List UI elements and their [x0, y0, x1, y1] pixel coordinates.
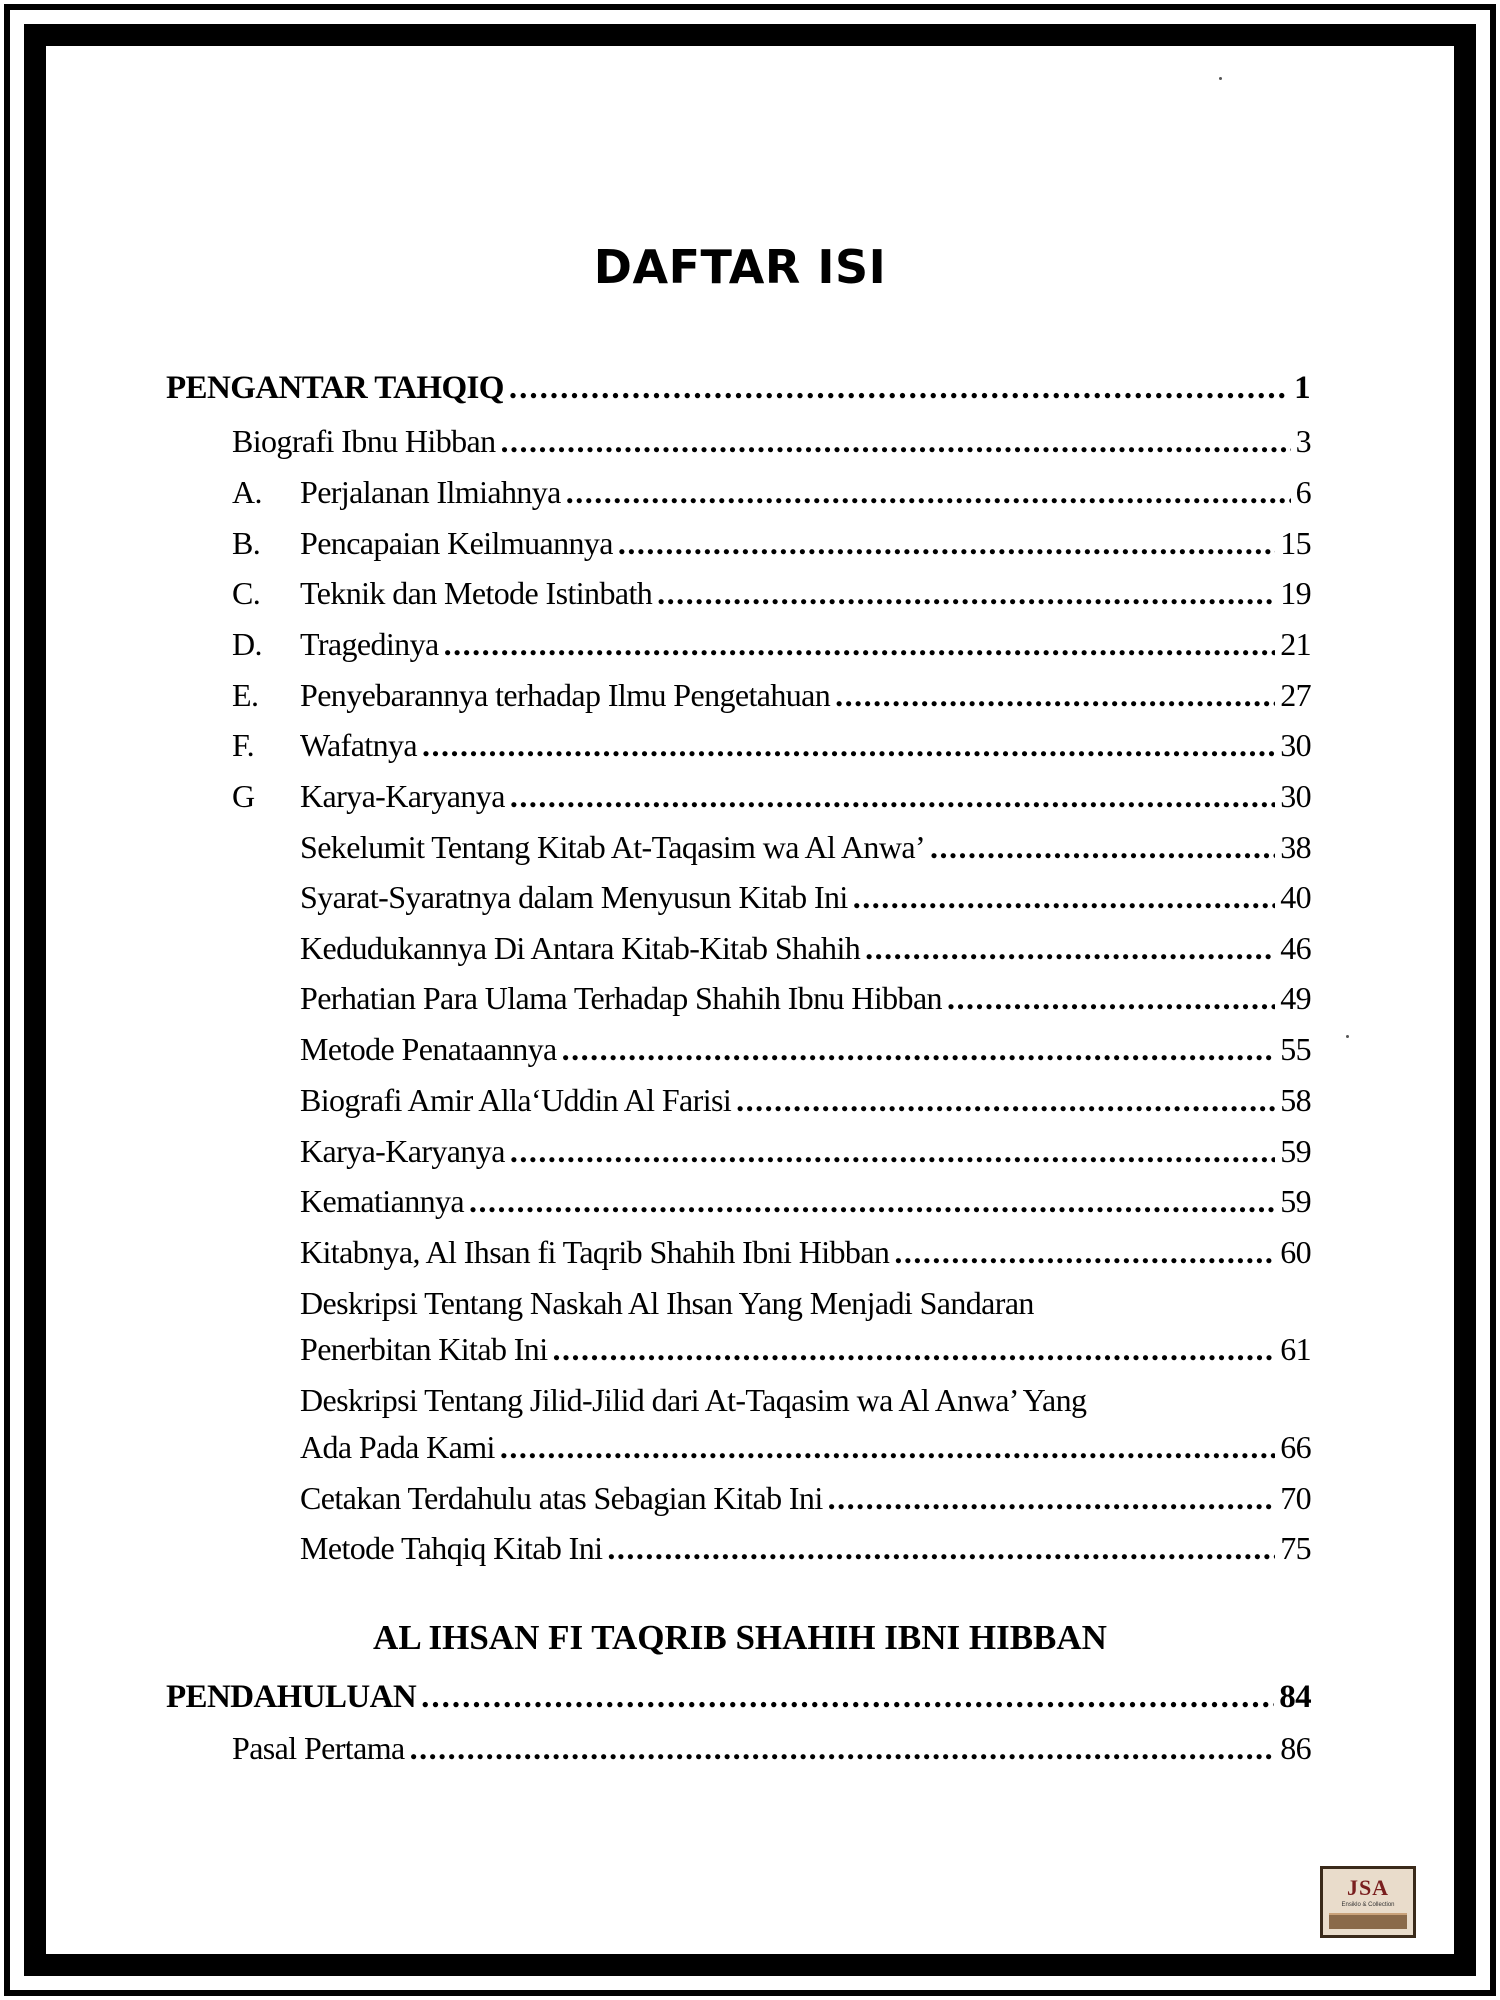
- toc-page-number: 75: [1280, 1530, 1311, 1566]
- toc-entry-text: Kematiannya: [300, 1183, 464, 1219]
- toc-entry-text: Karya-Karyanya: [300, 1133, 505, 1169]
- dot-leader: [562, 1029, 1276, 1069]
- toc-page-number: 46: [1280, 930, 1311, 966]
- dot-leader: [410, 1728, 1276, 1768]
- logo-bar: [1329, 1913, 1407, 1929]
- toc-entry-text: Teknik dan Metode Istinbath: [300, 575, 653, 611]
- publisher-logo: [1320, 1866, 1416, 1938]
- toc-entry-text: PENGANTAR TAHQIQ: [166, 370, 504, 406]
- toc-entry-a[interactable]: [232, 472, 1311, 512]
- dot-leader: [947, 978, 1275, 1018]
- toc-entry-g[interactable]: [232, 776, 1311, 816]
- toc-entry-biografi-amir[interactable]: [300, 1080, 1311, 1120]
- toc-page-number: 15: [1280, 525, 1311, 561]
- toc-entry-pasal-pertama[interactable]: [232, 1728, 1311, 1768]
- toc-entry-d[interactable]: [232, 624, 1311, 664]
- dot-leader: [510, 776, 1275, 816]
- toc-entry-text: Cetakan Terdahulu atas Sebagian Kitab Ini: [300, 1480, 823, 1516]
- toc-entry-text: Tragedinya: [300, 626, 439, 662]
- scan-speck: [1219, 77, 1222, 80]
- toc-entry-f[interactable]: [232, 725, 1311, 765]
- toc-page-number: 61: [1280, 1331, 1311, 1367]
- toc-entry-letter: B.: [232, 525, 261, 561]
- toc-page-number: 21: [1280, 626, 1311, 662]
- toc-entry-e[interactable]: [232, 675, 1311, 715]
- dot-leader: [510, 1131, 1275, 1171]
- dot-leader: [607, 1528, 1275, 1568]
- toc-entry-pendahuluan[interactable]: [166, 1677, 1311, 1717]
- toc-entry-kitabnya[interactable]: [300, 1232, 1311, 1272]
- toc-page-number: 70: [1280, 1480, 1311, 1516]
- toc-entry-deskripsi-jilid-line1: Deskripsi Tentang Jilid-Jilid dari At-Taqasim wa Al Anwa’ Yang: [300, 1382, 1087, 1418]
- toc-page-number: 27: [1280, 677, 1311, 713]
- toc-page-number: 86: [1280, 1730, 1311, 1766]
- dot-leader: [566, 472, 1291, 512]
- toc-entry-b[interactable]: [232, 523, 1311, 563]
- toc-entry-text: Kedudukannya Di Antara Kitab-Kitab Shahih: [300, 930, 861, 966]
- toc-entry-perhatian[interactable]: [300, 978, 1311, 1018]
- toc-entry-text: Sekelumit Tentang Kitab At-Taqasim wa Al Anwa’: [300, 829, 925, 865]
- toc-entry-kedudukan[interactable]: [300, 928, 1311, 968]
- toc-entry-text: Karya-Karyanya: [300, 778, 505, 814]
- toc-page-number: 30: [1280, 778, 1311, 814]
- toc-page-number: 6: [1295, 474, 1311, 510]
- dot-leader: [444, 624, 1276, 664]
- toc-entry-text: Wafatnya: [300, 727, 417, 763]
- toc-entry-karya-karyanya[interactable]: [300, 1131, 1311, 1171]
- toc-page-number: 19: [1280, 575, 1311, 611]
- toc-entry-text: Kitabnya, Al Ihsan fi Taqrib Shahih Ibni Hibban: [300, 1234, 890, 1270]
- dot-leader: [553, 1329, 1276, 1369]
- toc-entry-letter: C.: [232, 575, 261, 611]
- toc-entry-deskripsi-naskah[interactable]: [300, 1329, 1311, 1369]
- toc-page-number: 59: [1280, 1183, 1311, 1219]
- toc-entry-text: Perjalanan Ilmiahnya: [300, 474, 561, 510]
- toc-page-number: 3: [1295, 423, 1311, 459]
- dot-leader: [618, 523, 1275, 563]
- dot-leader: [894, 1232, 1275, 1272]
- toc-entry-text: Syarat-Syaratnya dalam Menyusun Kitab Ini: [300, 879, 848, 915]
- toc-entry-letter: A.: [232, 474, 262, 510]
- toc-entry-text: PENDAHULUAN: [166, 1679, 417, 1715]
- dot-leader: [930, 827, 1275, 867]
- toc-entry-letter: G: [232, 778, 255, 814]
- dot-leader: [828, 1478, 1276, 1518]
- toc-entry-pengantar[interactable]: [166, 368, 1310, 408]
- toc-entry-text: Perhatian Para Ulama Terhadap Shahih Ibnu Hibban: [300, 980, 942, 1016]
- toc-entry-metode-penataan[interactable]: [300, 1029, 1311, 1069]
- toc-entry-deskripsi-naskah-line1: Deskripsi Tentang Naskah Al Ihsan Yang Menjadi Sandaran: [300, 1285, 1034, 1321]
- toc-entry-sekelumit[interactable]: [300, 827, 1311, 867]
- toc-entry-kematian[interactable]: [300, 1181, 1311, 1221]
- dot-leader: [853, 877, 1275, 917]
- toc-entry-text: Penyebarannya terhadap Ilmu Pengetahuan: [300, 677, 831, 713]
- toc-page-number: 38: [1280, 829, 1311, 865]
- toc-page-number: 58: [1280, 1082, 1311, 1118]
- dot-leader: [421, 1677, 1274, 1717]
- toc-entry-biografi-ibnu[interactable]: [232, 421, 1311, 461]
- dot-leader: [501, 421, 1291, 461]
- toc-page-number: 66: [1280, 1429, 1311, 1465]
- toc-entry-text: Pasal Pertama: [232, 1730, 405, 1766]
- toc-page-number: 30: [1280, 727, 1311, 763]
- toc-page-number: 1: [1294, 370, 1310, 406]
- toc-entry-text: Pencapaian Keilmuannya: [300, 525, 613, 561]
- page-title: DAFTAR ISI: [593, 240, 887, 294]
- toc-entry-text: Metode Tahqiq Kitab Ini: [300, 1530, 603, 1566]
- toc-entry-syarat[interactable]: [300, 877, 1311, 917]
- dot-leader: [469, 1181, 1275, 1221]
- toc-entry-text: Biografi Ibnu Hibban: [232, 423, 496, 459]
- toc-entry-letter: D.: [232, 626, 262, 662]
- logo-text: JSA: [1346, 1875, 1390, 1900]
- toc-entry-text: Metode Penataannya: [300, 1031, 557, 1067]
- toc-entry-letter: F.: [232, 727, 255, 763]
- toc-page-number: 49: [1280, 980, 1311, 1016]
- scan-speck: [1346, 1035, 1349, 1038]
- dot-leader: [736, 1080, 1275, 1120]
- dot-leader: [657, 573, 1275, 613]
- toc-page-number: 59: [1280, 1133, 1311, 1169]
- toc-entry-cetakan[interactable]: [300, 1478, 1311, 1518]
- dot-leader: [422, 725, 1275, 765]
- toc-entry-c[interactable]: [232, 573, 1311, 613]
- toc-entry-text: Biografi Amir Alla‘Uddin Al Farisi: [300, 1082, 732, 1118]
- toc-entry-text: Penerbitan Kitab Ini: [300, 1331, 548, 1367]
- toc-page-number: 40: [1280, 879, 1311, 915]
- dot-leader: [835, 675, 1275, 715]
- toc-entry-deskripsi-jilid[interactable]: [300, 1427, 1311, 1467]
- toc-entry-text: Ada Pada Kami: [300, 1429, 495, 1465]
- toc-entry-letter: E.: [232, 677, 259, 713]
- toc-page-number: 84: [1279, 1679, 1311, 1715]
- section-heading: AL IHSAN FI TAQRIB SHAHIH IBNI HIBBAN: [373, 1618, 1107, 1657]
- logo-subtext: Ensiklo & Collection: [1341, 1902, 1395, 1908]
- dot-leader: [865, 928, 1275, 968]
- toc-page-number: 55: [1280, 1031, 1311, 1067]
- dot-leader: [500, 1427, 1275, 1467]
- dot-leader: [509, 368, 1289, 408]
- toc-entry-metode-tahqiq[interactable]: [300, 1528, 1311, 1568]
- toc-page-number: 60: [1280, 1234, 1311, 1270]
